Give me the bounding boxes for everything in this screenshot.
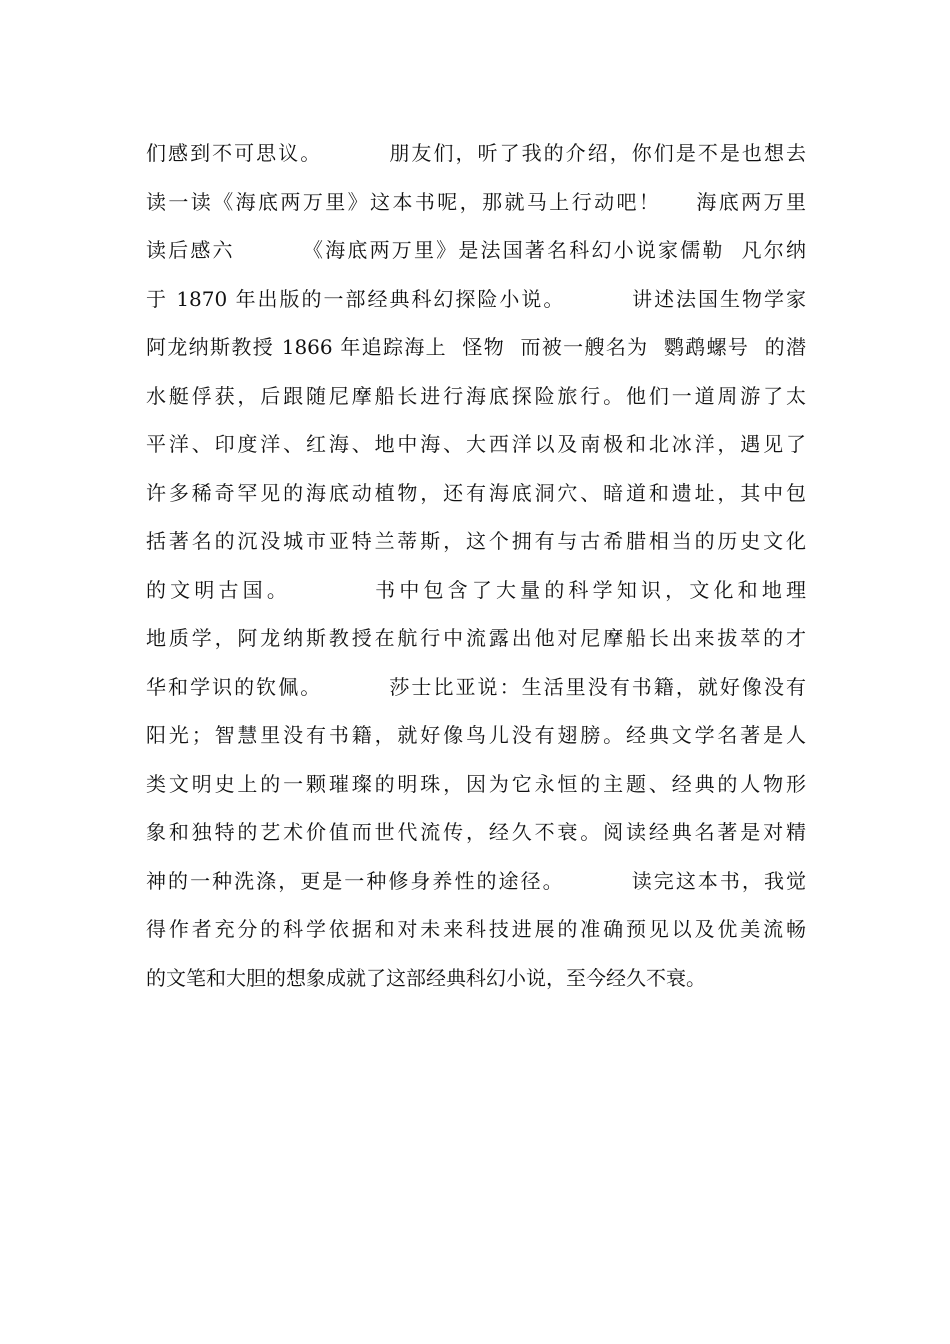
text-line: 阳光；智慧里没有书籍，就好像鸟儿没有翅膀。经典文学名著是人 xyxy=(146,723,806,747)
text-line: 于 1870 年出版的一部经典科幻探险小说。 讲述法国生物学家 xyxy=(146,286,806,311)
text-line: 的文明古国。 书中包含了大量的科学知识，文化和地理 xyxy=(146,577,806,602)
text-line: 华和学识的钦佩。 莎士比亚说：生活里没有书籍，就好像没有 xyxy=(146,674,806,699)
text-line: 读一读《海底两万里》这本书呢，那就马上行动吧！ 海底两万里 xyxy=(146,189,806,214)
text-line: 们感到不可思议。 朋友们，听了我的介绍，你们是不是也想去 xyxy=(146,141,806,165)
text-line: 许多稀奇罕见的海底动植物，还有海底洞穴、暗道和遗址，其中包 xyxy=(146,480,806,505)
text-line: 水艇俘获，后跟随尼摩船长进行海底探险旅行。他们一道周游了太 xyxy=(146,383,806,408)
text-line: 象和独特的艺术价值而世代流传，经久不衰。阅读经典名著是对精 xyxy=(146,820,806,844)
text-line: 类文明史上的一颗璀璨的明珠，因为它永恒的主题、经典的人物形 xyxy=(146,771,806,796)
text-line: 括著名的沉没城市亚特兰蒂斯，这个拥有与古希腊相当的历史文化 xyxy=(146,529,806,553)
text-line-last: 的文笔和大胆的想象成就了这部经典科幻小说，至今经久不衰。 xyxy=(146,965,706,990)
text-line: 得作者充分的科学依据和对未来科技进展的准确预见以及优美流畅 xyxy=(146,917,806,941)
text-line: 读后感六 《海底两万里》是法国著名科幻小说家儒勒 凡尔纳 xyxy=(146,238,806,262)
text-line: 地质学，阿龙纳斯教授在航行中流露出他对尼摩船长出来拔萃的才 xyxy=(146,626,806,650)
text-line: 阿龙纳斯教授 1866 年追踪海上 怪物 而被一艘名为 鹦鹉螺号 的潜 xyxy=(146,335,806,359)
text-line: 平洋、印度洋、红海、地中海、大西洋以及南极和北冰洋，遇见了 xyxy=(146,432,806,456)
text-line: 神的一种洗涤，更是一种修身养性的途径。 读完这本书，我觉 xyxy=(146,868,806,893)
body-text xyxy=(146,129,806,1002)
